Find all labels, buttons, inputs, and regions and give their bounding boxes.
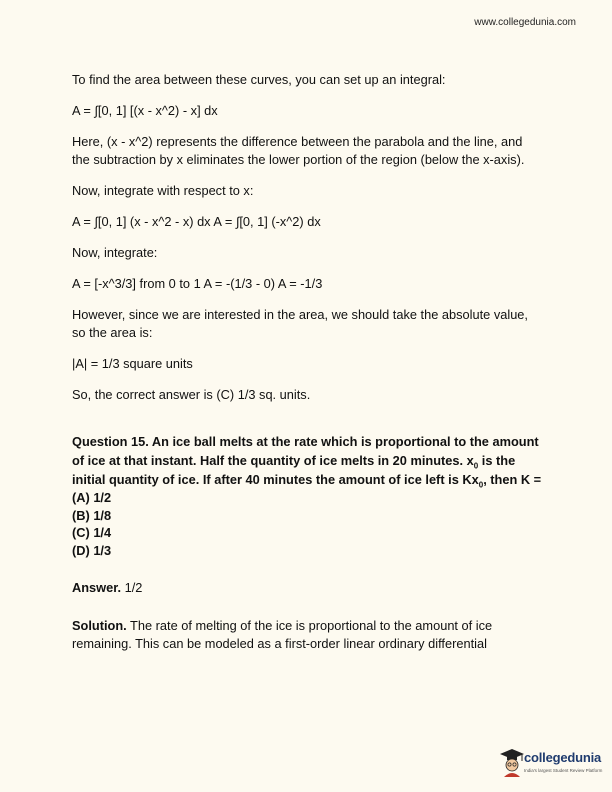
equation: A = ∫[0, 1] [(x - x^2) - x] dx — [72, 103, 218, 118]
logo-tagline: India's largest Student Review Platform — [524, 768, 603, 773]
option-d: (D) 1/3 — [72, 542, 112, 558]
option-b: (B) 1/8 — [72, 507, 112, 523]
question-text: is the initial quantity of ice. If after 40 minutes the amount of ice left is Kx — [72, 453, 516, 487]
solution-label: Solution. — [72, 618, 127, 633]
paragraph: However, since we are interested in the area, we should take the absolute value, so the area is: — [72, 307, 528, 340]
logo-text: collegedunia — [524, 750, 602, 765]
option-c: (C) 1/4 — [72, 525, 112, 540]
content — [72, 71, 542, 653]
subscript: 0 — [473, 461, 479, 471]
paragraph: Now, integrate with respect to x: — [72, 183, 254, 198]
graduate-icon — [499, 748, 525, 778]
solution-text: The rate of melting of the ice is proportional to the amount of ice remaining. This can be modeled as a first-order linear ordinary differential — [72, 618, 493, 651]
solution — [72, 617, 542, 653]
header-url: www.collegedunia.com — [474, 17, 576, 28]
collegedunia-logo — [497, 746, 607, 782]
equation: |A| = 1/3 square units — [72, 356, 193, 371]
subscript: 0 — [478, 480, 484, 490]
option-a: (A) 1/2 — [72, 490, 112, 505]
equation: A = [-x^3/3] from 0 to 1 A = -(1/3 - 0) A = -1/3 — [72, 276, 323, 291]
paragraph: To find the area between these curves, you can set up an integral: — [72, 72, 446, 87]
answer-label: Answer. — [72, 580, 122, 595]
question-text: Question 15. An ice ball melts at the rate which is proportional to the amount of ice at that instant. Half the quantity of ice melts in 20 minutes. x — [72, 434, 539, 468]
paragraph: Here, (x - x^2) represents the difference between the parabola and the line, and the subtraction by x eliminates the lower portion of the region (below the x-axis). — [72, 134, 525, 167]
answer — [72, 579, 542, 597]
answer-value: 1/2 — [121, 580, 143, 595]
question-text: , then K = — [483, 472, 542, 487]
paragraph: Now, integrate: — [72, 245, 158, 260]
paragraph: So, the correct answer is (C) 1/3 sq. units. — [72, 387, 311, 402]
equation: A = ∫[0, 1] (x - x^2 - x) dx A = ∫[0, 1] (-x^2) dx — [72, 214, 321, 229]
question-15 — [72, 432, 542, 489]
